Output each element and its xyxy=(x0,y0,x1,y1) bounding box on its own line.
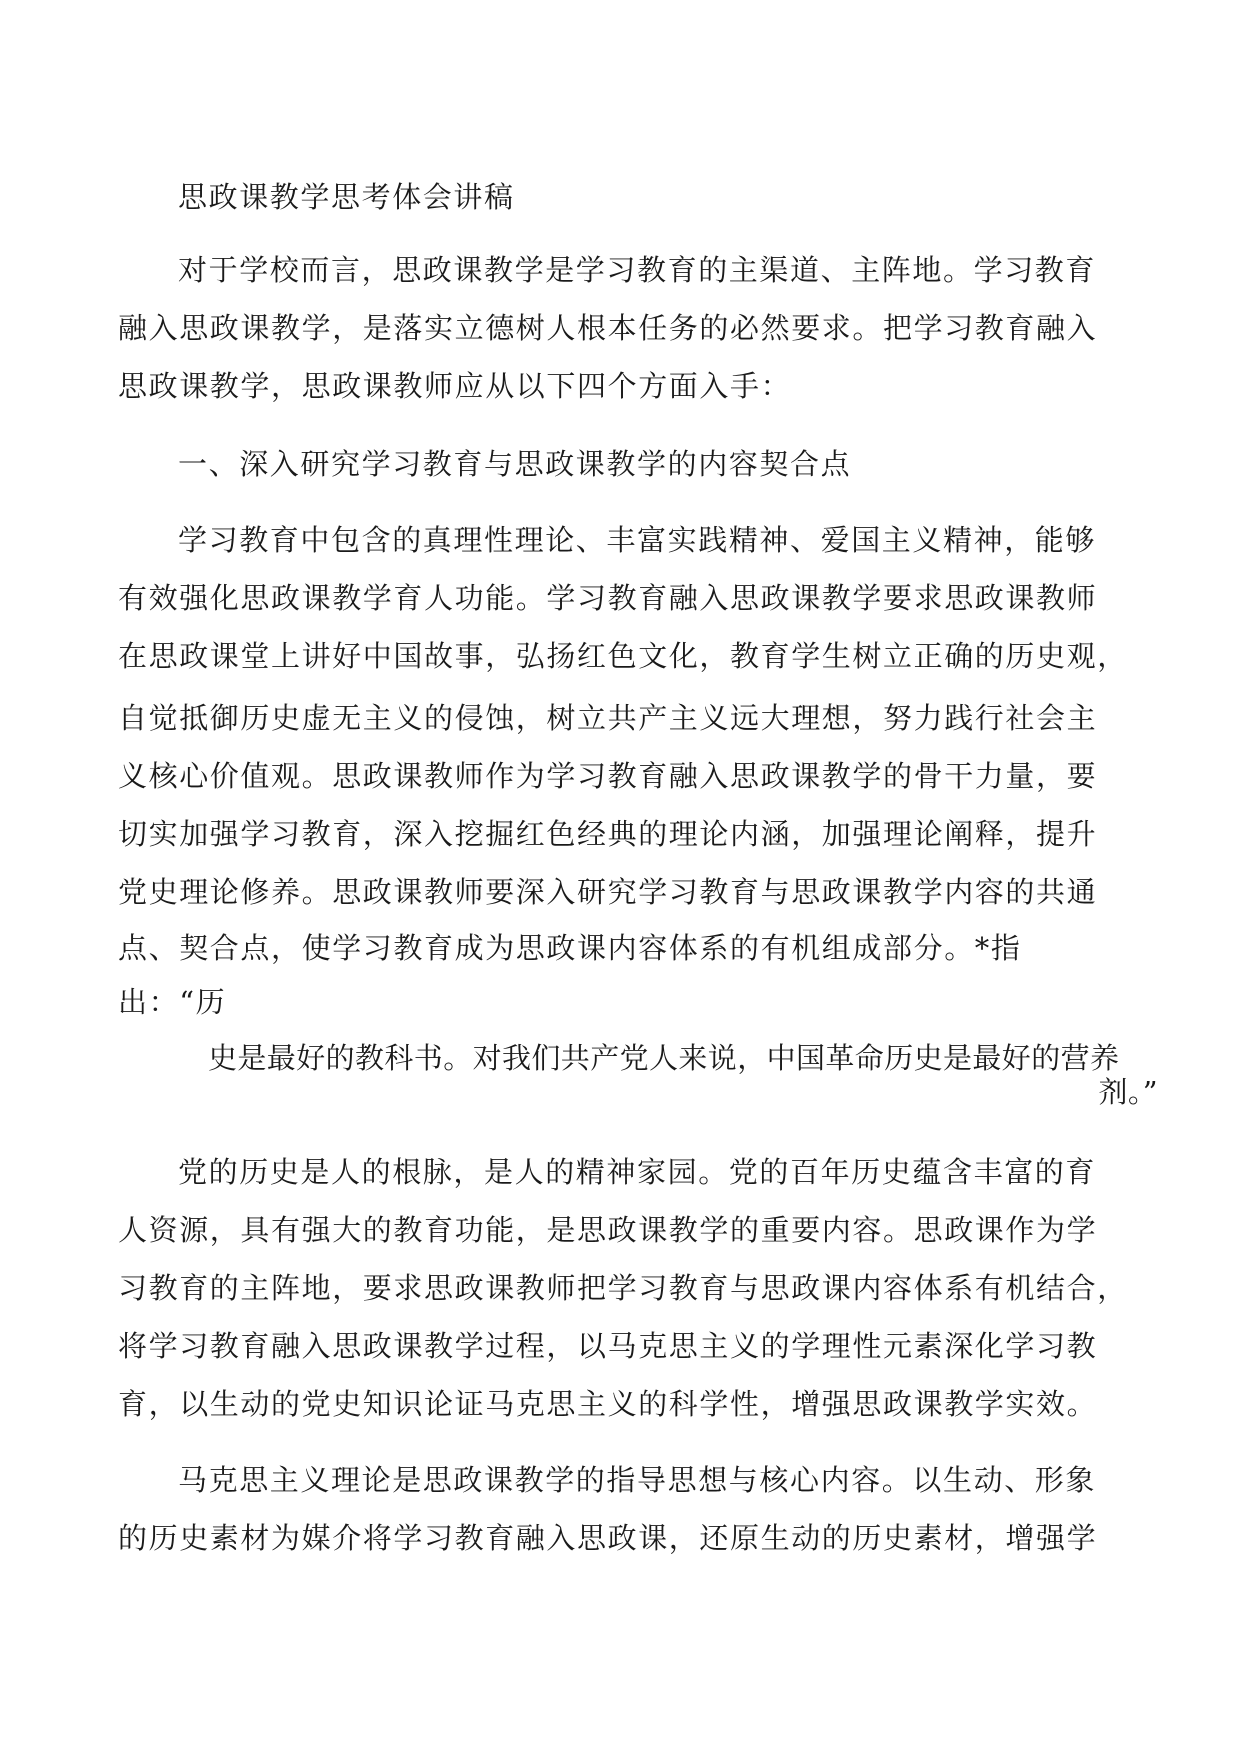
paragraph-line: 出：“历 xyxy=(118,985,227,1019)
paragraph-line: 在思政课堂上讲好中国故事，弘扬红色文化，教育学生树立正确的历史观， xyxy=(118,639,1128,673)
paragraph-line: 点、契合点，使学习教育成为思政课内容体系的有机组成部分。*指 xyxy=(118,931,1022,965)
quote-line: 剂。” xyxy=(1098,1075,1158,1109)
paragraph-line: 学习教育中包含的真理性理论、丰富实践精神、爱国主义精神，能够 xyxy=(178,523,1097,557)
section-heading: 一、深入研究学习教育与思政课教学的内容契合点 xyxy=(178,447,852,481)
paragraph-line: 自觉抵御历史虚无主义的侵蚀，树立共产主义远大理想，努力践行社会主 xyxy=(118,701,1098,735)
paragraph-line: 人资源，具有强大的教育功能，是思政课教学的重要内容。思政课作为学 xyxy=(118,1213,1098,1247)
document-title: 思政课教学思考体会讲稿 xyxy=(178,180,515,214)
paragraph-line: 融入思政课教学，是落实立德树人根本任务的必然要求。把学习教育融入 xyxy=(118,311,1098,345)
paragraph-line: 切实加强学习教育，深入挖掘红色经典的理论内涵，加强理论阐释，提升 xyxy=(118,817,1098,851)
paragraph-line: 党史理论修养。思政课教师要深入研究学习教育与思政课教学内容的共通 xyxy=(118,875,1098,909)
paragraph-line: 的历史素材为媒介将学习教育融入思政课，还原生动的历史素材，增强学 xyxy=(118,1521,1098,1555)
paragraph-line: 育，以生动的党史知识论证马克思主义的科学性，增强思政课教学实效。 xyxy=(118,1387,1098,1421)
paragraph-line: 将学习教育融入思政课教学过程，以马克思主义的学理性元素深化学习教 xyxy=(118,1329,1098,1363)
paragraph-line: 义核心价值观。思政课教师作为学习教育融入思政课教学的骨干力量，要 xyxy=(118,759,1098,793)
paragraph-line: 马克思主义理论是思政课教学的指导思想与核心内容。以生动、形象 xyxy=(178,1463,1097,1497)
paragraph-line: 思政课教学，思政课教师应从以下四个方面入手： xyxy=(118,369,792,403)
paragraph-line: 习教育的主阵地，要求思政课教师把学习教育与思政课内容体系有机结合， xyxy=(118,1271,1128,1305)
paragraph-line: 有效强化思政课教学育人功能。学习教育融入思政课教学要求思政课教师 xyxy=(118,581,1098,615)
paragraph-line: 对于学校而言，思政课教学是学习教育的主渠道、主阵地。学习教育 xyxy=(178,253,1097,287)
paragraph-line: 党的历史是人的根脉，是人的精神家园。党的百年历史蕴含丰富的育 xyxy=(178,1155,1097,1189)
quote-line: 史是最好的教科书。对我们共产党人来说，中国革命历史是最好的营养 xyxy=(208,1041,1120,1075)
